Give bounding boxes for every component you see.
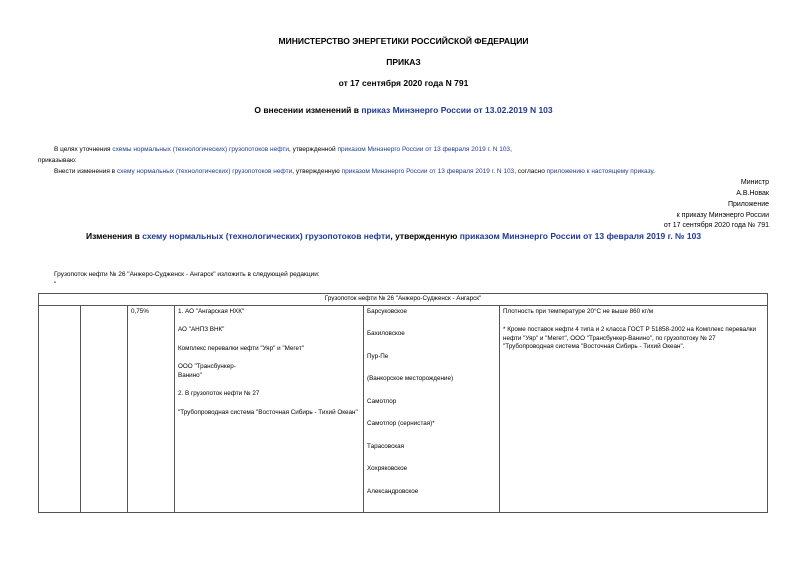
text: Внести изменения в xyxy=(54,168,117,175)
destination-item: 2. В грузопоток нефти № 27 xyxy=(178,390,260,397)
destination-item: 1. АО "Ангарская НХК" xyxy=(178,307,245,315)
text: , xyxy=(510,146,512,153)
order-link[interactable]: приказом Минэнерго России от 13 февраля 2019 г. N 103 xyxy=(337,146,511,153)
intro-line: Грузопоток нефти № 26 "Анжеро-Судженск - Ангарск" изложить в следующей редакции: xyxy=(54,271,320,278)
scheme-link[interactable]: схемы нормальных (технологических) грузопотоков нефти xyxy=(112,146,290,153)
paragraph-purpose xyxy=(54,146,512,153)
requirements-cell xyxy=(500,305,768,513)
appendix-ref-line1: к приказу Минэнерго России xyxy=(676,212,769,219)
empty-cell xyxy=(39,305,81,513)
quote-mark: " xyxy=(54,281,57,288)
text: , утвержденную xyxy=(292,168,342,175)
destination-item: АО "АНПЗ ВНК" xyxy=(178,326,225,333)
source-item: Самотлор xyxy=(367,397,397,405)
density-requirement: Плотность при температуре 20°С не выше 860 кг/м xyxy=(503,307,654,315)
doc-date-number: от 17 сентября 2020 года N 791 xyxy=(338,78,469,88)
paragraph-changes xyxy=(54,168,655,175)
destination-item: Комплекс перевалки нефти "Уяр" и "Мегет" xyxy=(178,344,304,352)
destinations-cell xyxy=(175,305,364,513)
destination-item: Ванино" xyxy=(178,371,202,379)
table-header: Грузопоток нефти № 26 "Анжеро-Судженск - Ангарск" xyxy=(39,294,768,306)
source-item: Самотлор (сернистая)* xyxy=(367,420,435,427)
changes-title xyxy=(86,231,701,241)
text: , утвержденной xyxy=(289,146,338,153)
appendix-ref-line2: от 17 сентября 2020 года № 791 xyxy=(663,222,769,229)
text: В целях уточнения xyxy=(54,146,113,153)
text: , согласно xyxy=(514,168,547,175)
sources-cell xyxy=(364,305,500,513)
flow-table xyxy=(38,293,768,513)
doc-type: ПРИКАЗ xyxy=(386,57,421,67)
paragraph-order: приказываю: xyxy=(38,157,77,164)
scheme-link[interactable]: схему нормальных (технологических) грузопотоков нефти xyxy=(142,231,391,241)
source-item: Пур-Пе xyxy=(367,352,389,360)
doc-subject xyxy=(0,105,807,115)
signature-position: Министр xyxy=(740,179,769,186)
destination-item: ООО "Трансбункер- xyxy=(178,363,236,370)
source-item: Бахиловское xyxy=(367,330,405,337)
text: . xyxy=(653,168,655,175)
signature-name: А.В.Новак xyxy=(736,190,769,197)
source-item: Тарасовская xyxy=(367,442,405,450)
share-cell: 0,75% xyxy=(128,305,175,513)
source-item: Александровское xyxy=(367,487,419,495)
subject-prefix: О внесении изменений в xyxy=(254,105,362,115)
appendix-link[interactable]: приложению к настоящему приказу xyxy=(546,168,654,175)
destination-item: "Трубопроводная система "Восточная Сибирь - Тихий Океан" xyxy=(178,408,358,416)
text: , утвержденную xyxy=(390,231,460,241)
scheme-link[interactable]: схему нормальных (технологических) грузопотоков нефти xyxy=(116,168,293,175)
footnote: * Кроме поставок нефти 4 типа и 2 класса ГОСТ Р 51858-2002 на Комплекс перевалки нефти "Уяр" и "Мегет", ООО "Трансбункер-Ванино", по грузопотоку № 27 "Трубопроводная система "Восточная Сибирь - Тихий Океан". xyxy=(503,326,757,350)
empty-cell xyxy=(81,305,128,513)
source-item: (Ванкорское месторождение) xyxy=(367,375,454,382)
source-item: Барсуковское xyxy=(367,307,408,315)
order-link[interactable]: приказом Минэнерго России от 13 февраля 2019 г. № 103 xyxy=(459,231,702,241)
ministry-title: МИНИСТЕРСТВО ЭНЕРГЕТИКИ РОССИЙСКОЙ ФЕДЕРАЦИИ xyxy=(278,36,529,46)
appendix-label: Приложение xyxy=(727,201,769,208)
text: Изменения в xyxy=(86,231,143,241)
subject-link[interactable]: приказ Минэнерго России от 13.02.2019 N 103 xyxy=(361,105,553,115)
source-item: Хохряковское xyxy=(367,465,408,472)
order-link[interactable]: приказом Минэнерго России от 13 февраля 2019 г. N 103 xyxy=(341,168,515,175)
